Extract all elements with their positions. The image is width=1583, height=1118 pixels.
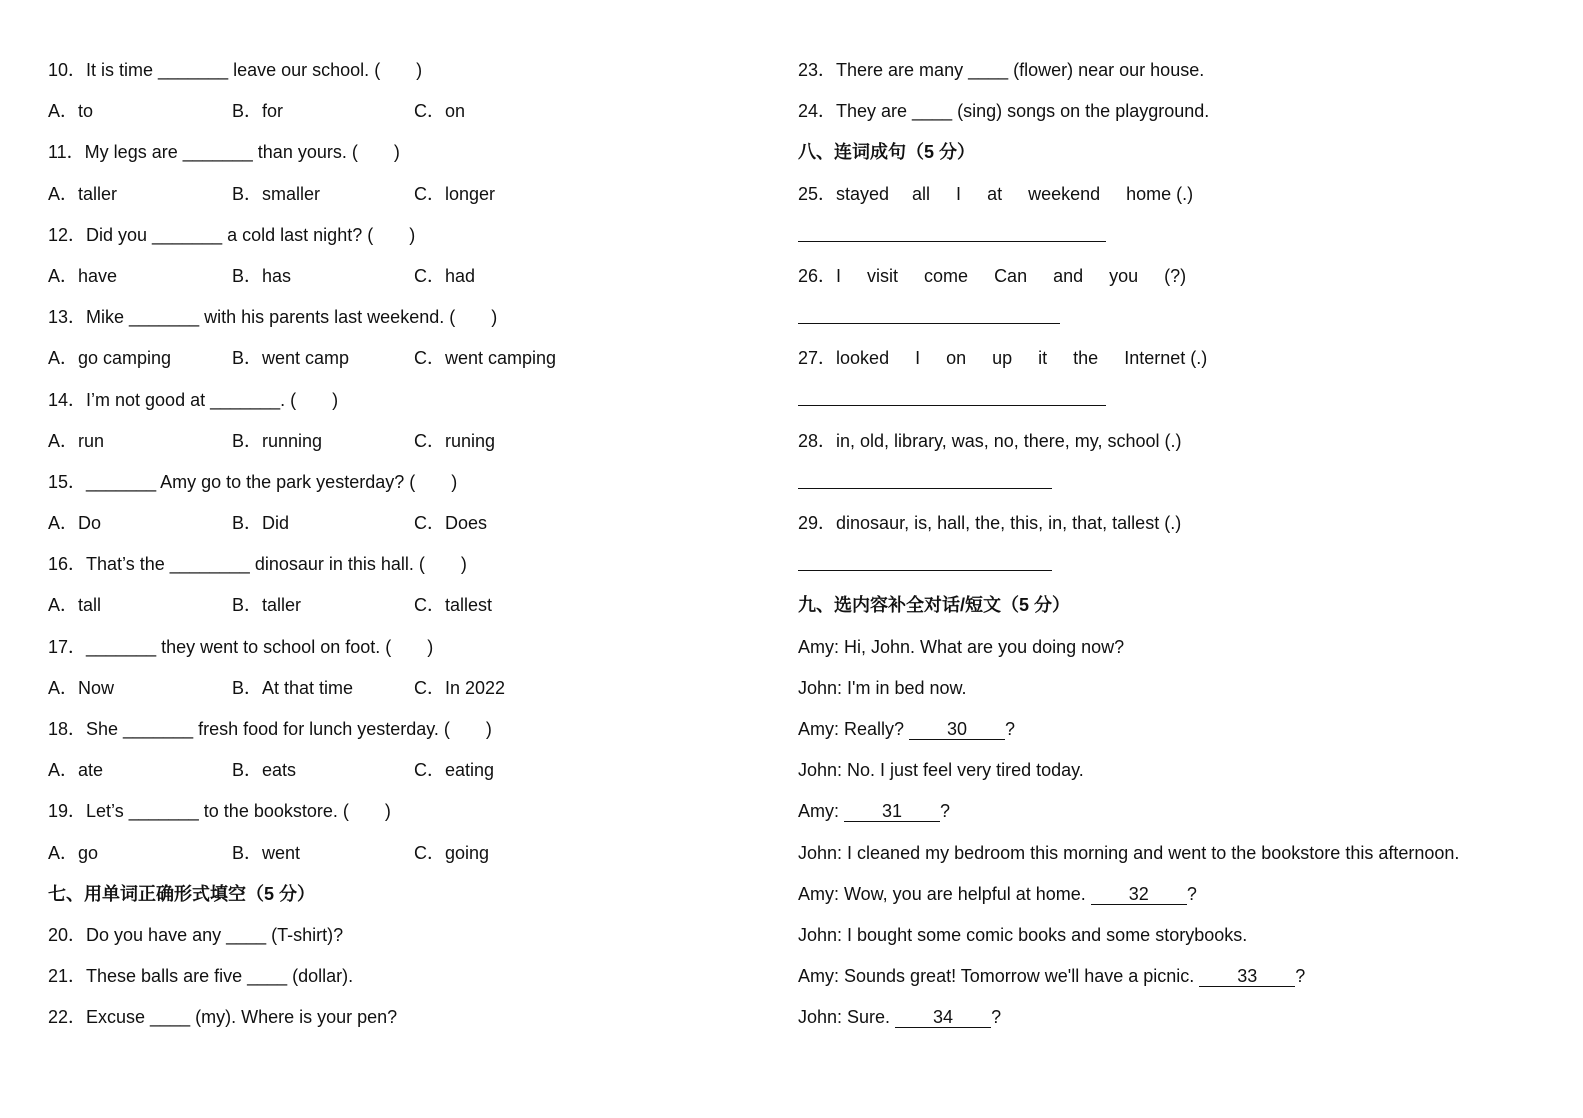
dialogue-text: ? (1295, 966, 1306, 987)
option-a: A．to (48, 101, 94, 122)
answer-line-27[interactable] (798, 380, 1558, 421)
question-22: 22．Excuse ____ (my). Where is your pen? (48, 1007, 398, 1028)
word: at (987, 183, 1003, 204)
options-12 (48, 256, 768, 297)
word: Can (994, 265, 1028, 286)
option-c: C．runing (414, 430, 496, 451)
answer-line-28[interactable] (798, 462, 1558, 503)
dialogue-line: John: I bought some comic books and some storybooks. (798, 924, 1248, 945)
question-26 (798, 256, 1558, 297)
right-column (798, 50, 1558, 1039)
word: I (836, 265, 842, 286)
question-number: 27． (798, 348, 837, 369)
option-a: A．have (48, 265, 118, 286)
word: the (1073, 348, 1099, 369)
dialogue-text: ? (991, 1007, 1002, 1028)
question-19: 19．Let’s _______ to the bookstore. ( ) (48, 801, 391, 822)
option-a: A．go camping (48, 348, 172, 369)
option-b: B．Did (232, 513, 290, 534)
option-a: A．Do (48, 513, 102, 534)
answer-line-26[interactable] (798, 297, 1558, 338)
option-a: A．tall (48, 595, 102, 616)
question-29: 29．dinosaur, is, hall, the, this, in, that, tallest (.) (798, 513, 1182, 534)
question-27 (798, 338, 1558, 379)
question-number: 25． (798, 183, 837, 204)
question-25 (798, 174, 1558, 215)
question-12: 12．Did you _______ a cold last night? ( ) (48, 224, 416, 245)
word: home (.) (1126, 183, 1194, 204)
section-9-heading: 九、选内容补全对话/短文（5 分） (798, 595, 1071, 616)
blank-32[interactable]: 32 (1091, 884, 1187, 905)
dialogue-text: Amy: Really? (798, 719, 910, 739)
dialogue-line (798, 709, 1558, 750)
options-13 (48, 338, 768, 379)
option-c: C．eating (414, 760, 495, 781)
left-column (48, 50, 768, 1039)
question-16: 16．That’s the ________ dinosaur in this hall. ( ) (48, 554, 467, 575)
section-8-heading: 八、连词成句（5 分） (798, 142, 976, 163)
blank-34[interactable]: 34 (895, 1007, 991, 1028)
option-c: C．In 2022 (414, 677, 506, 698)
section-7-heading: 七、用单词正确形式填空（5 分） (48, 883, 316, 904)
dialogue-text: John: Sure. (798, 1007, 896, 1028)
word: all (912, 183, 931, 204)
blank-30[interactable]: 30 (909, 719, 1005, 740)
question-24: 24．They are ____ (sing) songs on the playground. (798, 101, 1210, 122)
option-c: C．had (414, 265, 476, 286)
question-20: 20．Do you have any ____ (T-shirt)? (48, 924, 344, 945)
option-c: C．longer (414, 183, 496, 204)
option-c: C．going (414, 842, 490, 863)
option-a: A．ate (48, 760, 104, 781)
dialogue-text: ? (1186, 883, 1197, 904)
word: weekend (1028, 183, 1101, 204)
question-21: 21．These balls are five ____ (dollar). (48, 966, 354, 987)
options-10 (48, 91, 768, 132)
word: Internet (.) (1124, 348, 1208, 369)
option-b: B．went (232, 842, 301, 863)
option-a: A．go (48, 842, 99, 863)
word: looked (836, 348, 890, 369)
option-a: A．run (48, 430, 105, 451)
word: up (992, 348, 1013, 369)
question-28: 28．in, old, library, was, no, there, my, school (.) (798, 430, 1182, 451)
options-11 (48, 174, 768, 215)
dialogue-text: ? (940, 801, 951, 822)
dialogue-text: Amy: (798, 801, 845, 822)
dialogue-line: John: I cleaned my bedroom this morning and went to the bookstore this afternoon. (798, 842, 1460, 863)
dialogue-line: John: I'm in bed now. (798, 677, 967, 698)
question-11: 11．My legs are _______ than yours. ( ) (48, 142, 400, 163)
option-c: C．tallest (414, 595, 493, 616)
dialogue-text: Amy: Wow, you are helpful at home. (798, 883, 1091, 904)
options-16 (48, 585, 768, 626)
option-b: B．running (232, 430, 323, 451)
dialogue-line (798, 997, 1558, 1038)
word: you (1109, 265, 1139, 286)
answer-line-29[interactable] (798, 544, 1558, 585)
option-c: C．went camping (414, 348, 557, 369)
option-b: B．went camp (232, 348, 350, 369)
word: and (1053, 265, 1084, 286)
option-b: B．At that time (232, 677, 354, 698)
question-15: 15．_______ Amy go to the park yesterday? ( ) (48, 471, 458, 492)
option-c: C．on (414, 101, 466, 122)
option-b: B．for (232, 101, 284, 122)
question-18: 18．She _______ fresh food for lunch yesterday. ( ) (48, 719, 492, 739)
dialogue-line: Amy: Hi, John. What are you doing now? (798, 636, 1125, 657)
blank-33[interactable]: 33 (1199, 966, 1295, 987)
answer-line-25[interactable] (798, 215, 1558, 256)
question-13: 13．Mike _______ with his parents last weekend. ( ) (48, 307, 498, 328)
dialogue-line (798, 956, 1558, 997)
dialogue-line (798, 791, 1558, 832)
question-23: 23．There are many ____ (flower) near our house. (798, 60, 1205, 80)
word: (?) (1164, 265, 1187, 286)
blank-31[interactable]: 31 (844, 801, 940, 822)
option-b: B．eats (232, 760, 297, 781)
option-a: A．taller (48, 183, 118, 204)
question-10: 10．It is time _______ leave our school. ( ) (48, 60, 423, 80)
option-b: B．smaller (232, 183, 321, 204)
dialogue-text: ? (1005, 719, 1016, 739)
word: come (924, 265, 969, 286)
word: I (956, 183, 962, 204)
dialogue-line: John: No. I just feel very tired today. (798, 760, 1084, 781)
options-18 (48, 750, 768, 791)
option-b: B．has (232, 265, 292, 286)
options-14 (48, 421, 768, 462)
option-a: A．Now (48, 677, 115, 698)
dialogue-text: Amy: Sounds great! Tomorrow we'll have a picnic. (798, 966, 1200, 987)
question-number: 26． (798, 265, 837, 286)
options-17 (48, 668, 768, 709)
dialogue-line (798, 874, 1558, 915)
options-19 (48, 833, 768, 874)
question-14: 14．I’m not good at _______. ( ) (48, 389, 339, 410)
question-17: 17．_______ they went to school on foot. ( ) (48, 636, 434, 657)
word: it (1038, 348, 1048, 369)
word: on (946, 348, 967, 369)
word: stayed (836, 183, 890, 204)
word: I (915, 348, 921, 369)
word: visit (867, 265, 899, 286)
option-b: B．taller (232, 595, 302, 616)
option-c: C．Does (414, 513, 488, 534)
options-15 (48, 503, 768, 544)
